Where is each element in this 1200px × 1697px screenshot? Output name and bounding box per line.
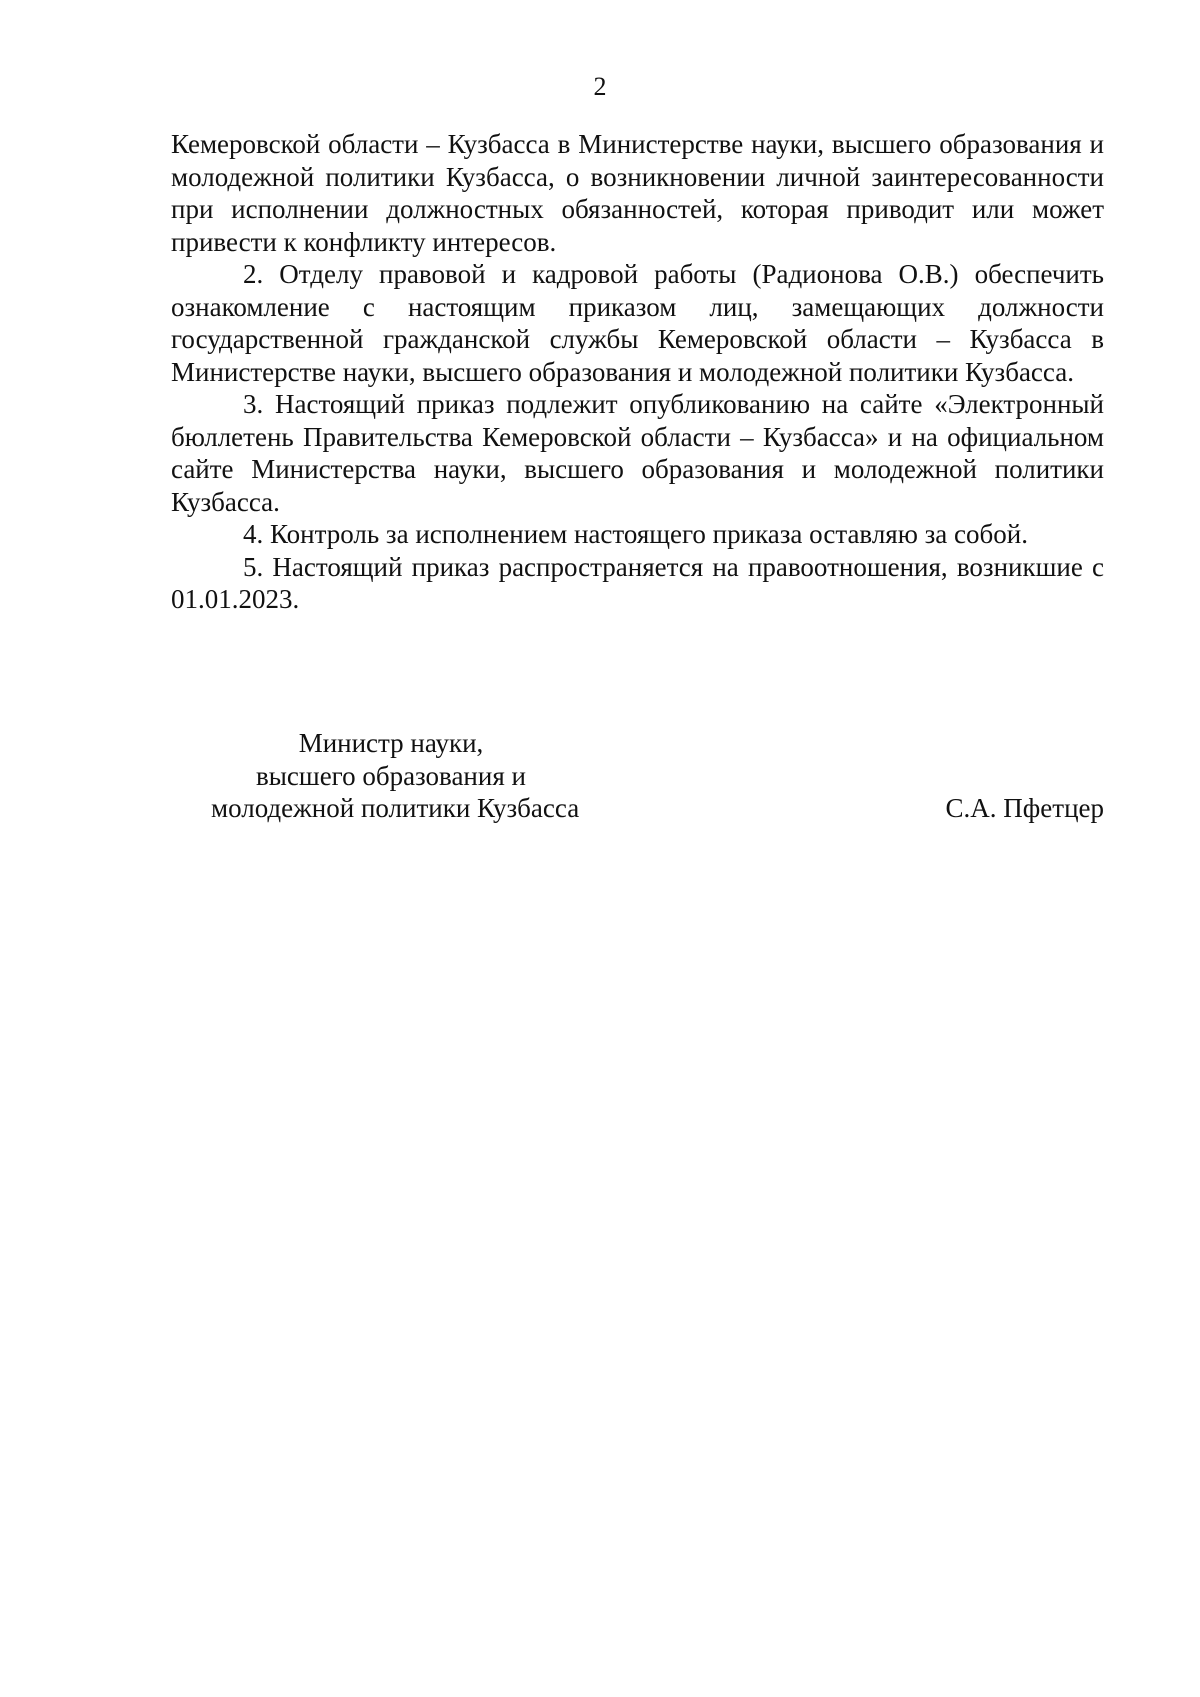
- signatory-position: [211, 727, 580, 825]
- paragraph-item-3: 3. Настоящий приказ подлежит опубликованию на сайте «Электронный бюллетень Правительства Кемеровской области – Кузбасса» и на официальном сайте Министерства науки, высшего образования и молодежной политики Кузбасса.: [171, 389, 1104, 517]
- signatory-name: С.А. Пфетцер: [945, 793, 1104, 823]
- paragraph-item-5: 5. Настоящий приказ распространяется на правоотношения, возникшие с 01.01.2023.: [171, 551, 1104, 614]
- document-body: [171, 128, 1104, 616]
- paragraph-item-4: 4. Контроль за исполнением настоящего приказа оставляю за собой.: [243, 519, 1028, 549]
- signatory-position-line: молодежной политики Кузбасса: [211, 793, 580, 823]
- paragraph-continuation: Кемеровской области – Кузбасса в Министерстве науки, высшего образования и молодежной политики Кузбасса, о возникновении личной заинтересованности при исполнении должностных обязанностей, которая приводит или может привести к конфликту интересов.: [171, 129, 1104, 257]
- paragraph-item-2: 2. Отделу правовой и кадровой работы (Радионова О.В.) обеспечить ознакомление с настоящим приказом лиц, замещающих должности государственной гражданской службы Кемеровской области – Кузбасса в Министерстве науки, высшего образования и молодежной политики Кузбасса.: [171, 259, 1104, 387]
- signatory-position-line: высшего образования и: [256, 760, 526, 791]
- signature-block: [171, 727, 1104, 827]
- signatory-position-line: Министр науки,: [298, 728, 484, 758]
- page-number: 2: [593, 72, 607, 101]
